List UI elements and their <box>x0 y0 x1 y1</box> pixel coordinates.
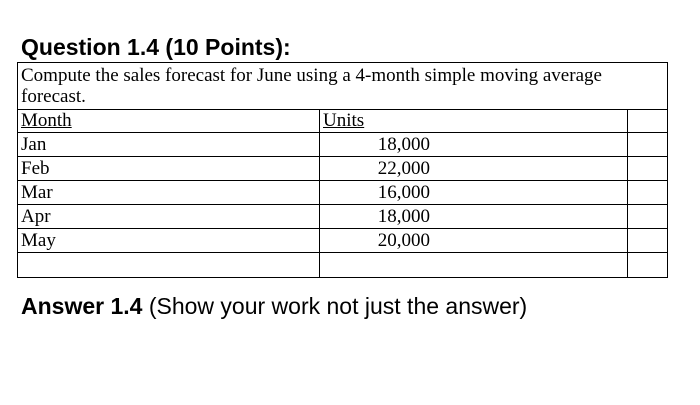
answer-label: Answer 1.4 <box>21 293 143 319</box>
blank-cell <box>320 253 628 278</box>
answer-line <box>21 292 527 320</box>
blank-cell <box>628 229 668 253</box>
month-cell: Feb <box>18 157 320 181</box>
table-row <box>18 181 668 205</box>
table-row <box>18 229 668 253</box>
sales-table <box>17 62 668 278</box>
month-header: Month <box>18 110 320 133</box>
answer-note: (Show your work not just the answer) <box>142 293 528 319</box>
prompt-row <box>18 63 668 110</box>
units-cell: 18,000 <box>320 133 628 157</box>
units-cell: 16,000 <box>320 181 628 205</box>
units-header: Units <box>320 110 628 133</box>
header-row <box>18 110 668 133</box>
table-row <box>18 205 668 229</box>
blank-cell <box>628 157 668 181</box>
blank-cell <box>628 133 668 157</box>
blank-cell <box>18 253 320 278</box>
question-prompt: Compute the sales forecast for June using a 4-month simple moving average forecast. <box>18 63 668 110</box>
table-row <box>18 157 668 181</box>
units-cell: 20,000 <box>320 229 628 253</box>
month-cell: May <box>18 229 320 253</box>
month-cell: Jan <box>18 133 320 157</box>
blank-cell <box>628 205 668 229</box>
blank-header-cell <box>628 110 668 133</box>
blank-cell <box>628 181 668 205</box>
blank-cell <box>628 253 668 278</box>
month-cell: Mar <box>18 181 320 205</box>
month-cell: Apr <box>18 205 320 229</box>
units-cell: 18,000 <box>320 205 628 229</box>
units-cell: 22,000 <box>320 157 628 181</box>
question-title: Question 1.4 (10 Points): <box>21 34 291 60</box>
table-row <box>18 133 668 157</box>
empty-row <box>18 253 668 278</box>
